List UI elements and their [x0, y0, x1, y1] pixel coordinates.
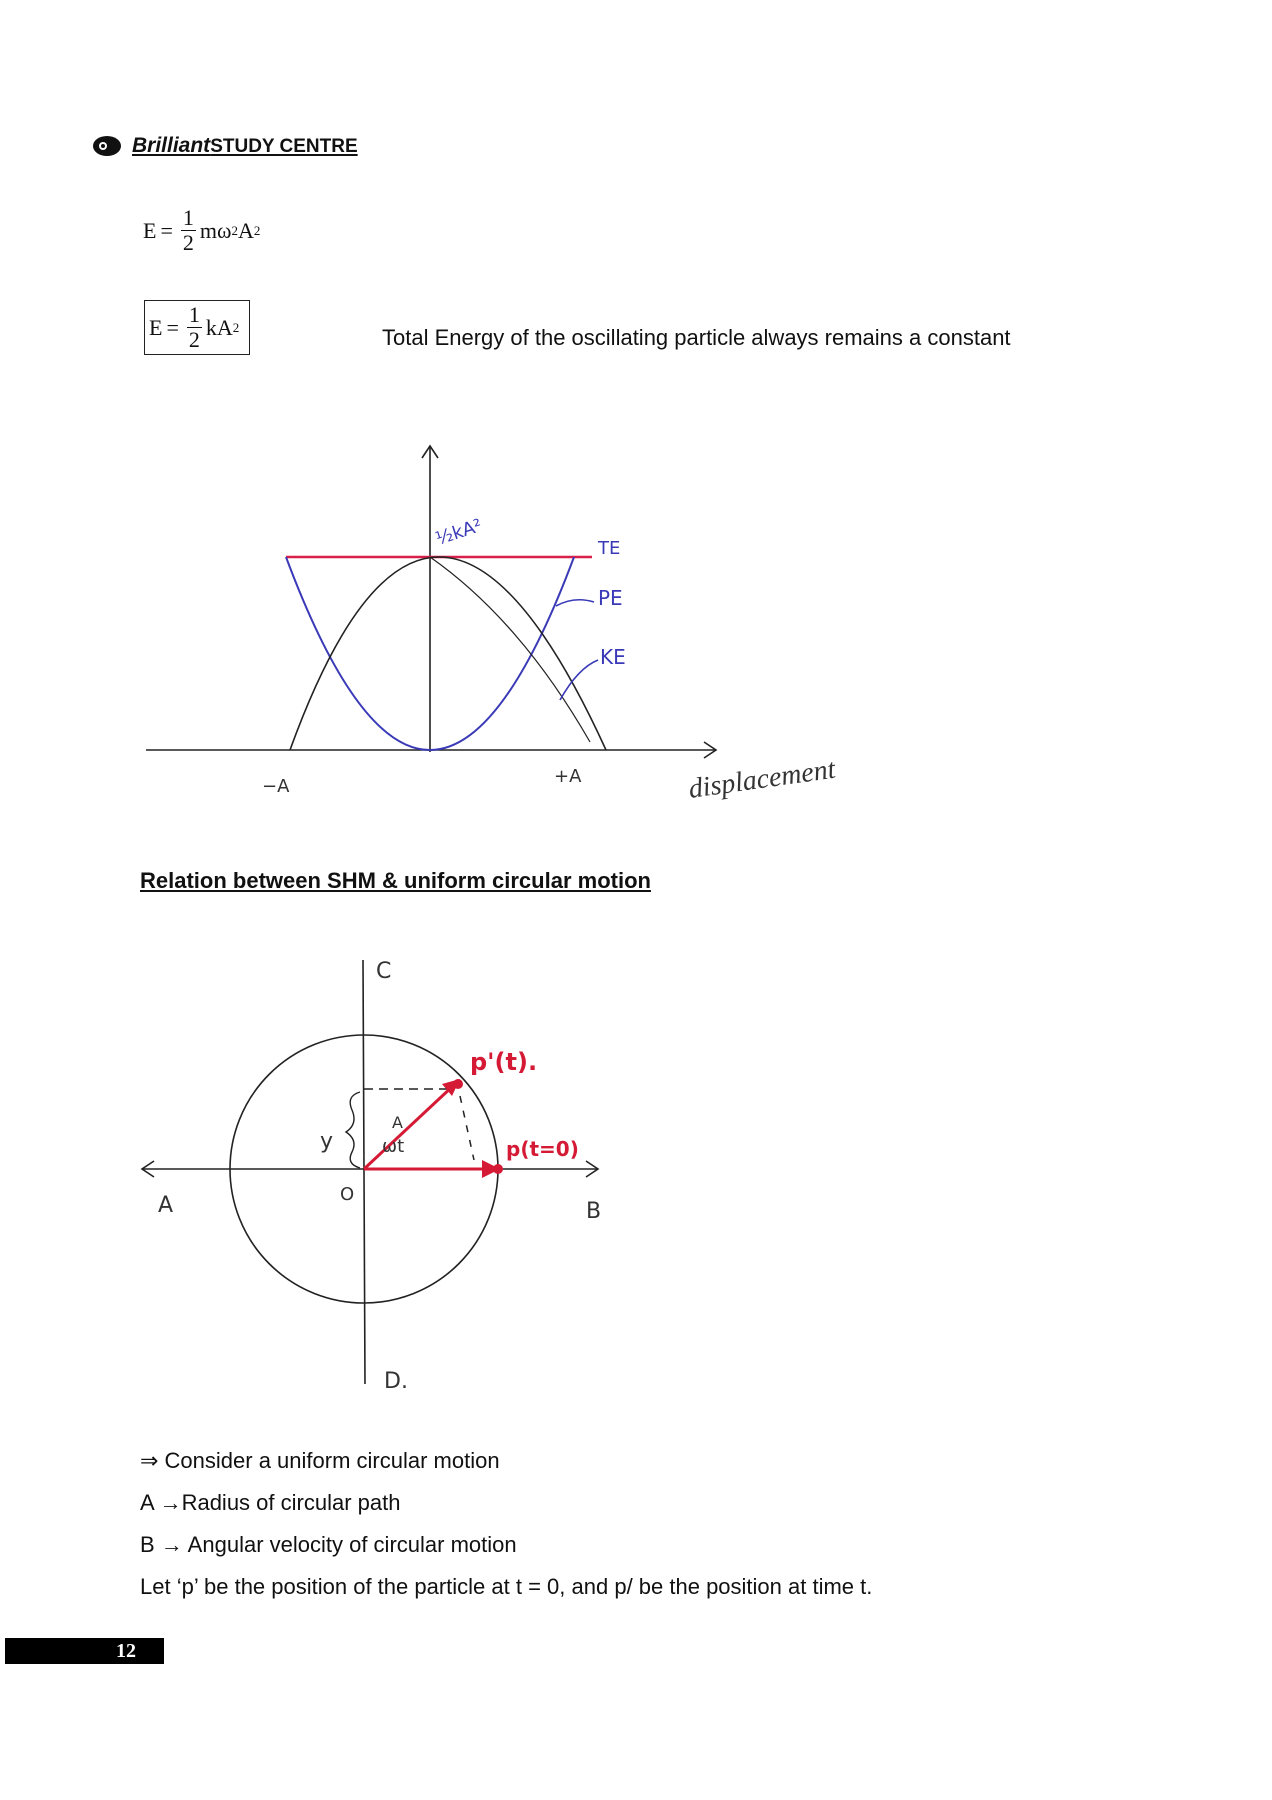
formula-eq: =: [166, 314, 179, 340]
formula-exp: 2: [253, 222, 261, 238]
brand-name: Brilliant: [132, 134, 211, 157]
page-number: 12: [116, 1640, 136, 1662]
point-p-prime: [453, 1079, 463, 1089]
te-label: TE: [598, 538, 621, 559]
pe-label: PE: [598, 586, 623, 610]
rotating-vector: [364, 1085, 454, 1169]
list-item: B → Angular velocity of circular motion: [140, 1532, 517, 1557]
formula-exp: 2: [232, 319, 240, 335]
fraction-den: 2: [182, 230, 194, 256]
page-number-bar: [5, 1638, 164, 1664]
formula-lhs: E: [149, 314, 163, 340]
formula-term: A: [237, 217, 254, 243]
formula-term: mω: [199, 217, 232, 243]
y-brace: [346, 1092, 360, 1168]
point-p: [493, 1164, 503, 1174]
fraction-num: 1: [188, 302, 200, 327]
label-y: y: [320, 1129, 334, 1154]
formula-term: kA: [205, 314, 233, 340]
label-origin: O: [340, 1184, 355, 1205]
fraction-den: 2: [188, 327, 200, 353]
pos-a-label: +A: [554, 766, 582, 787]
label-radius: A: [392, 1113, 403, 1132]
notes-list: [140, 1440, 872, 1608]
list-item: A →Radius of circular path: [140, 1490, 401, 1515]
label-d: D.: [384, 1369, 408, 1394]
label-a: A: [158, 1193, 174, 1218]
formula-eq: =: [160, 217, 173, 243]
list-item: ⇒ Consider a uniform circular motion: [140, 1448, 500, 1473]
ke-label: KE: [600, 645, 626, 669]
brand-suffix: STUDY CENTRE: [210, 136, 358, 157]
formula-lhs: E: [143, 217, 157, 243]
top-value-label: ½kA²: [433, 515, 485, 550]
energy-statement: Total Energy of the oscillating particle always remains a constant: [382, 325, 1011, 350]
label-p0: p(t=0): [506, 1137, 579, 1161]
x-axis-label: displacement: [686, 753, 838, 805]
neg-a-label: −A: [262, 776, 290, 797]
projection-x-dash: [460, 1096, 474, 1160]
label-c: C: [376, 959, 392, 984]
formula-exp: 2: [231, 222, 238, 238]
label-b: B: [586, 1199, 602, 1224]
label-p-prime: p'(t).: [470, 1048, 538, 1076]
vertical-axis: [363, 960, 365, 1384]
list-item: Let ‘p’ be the position of the particle at t = 0, and p/ be the position at time t.: [140, 1574, 873, 1599]
section-title: Relation between SHM & uniform circular motion: [140, 868, 651, 893]
label-angle: ωt: [382, 1136, 405, 1157]
fraction-num: 1: [182, 205, 194, 230]
